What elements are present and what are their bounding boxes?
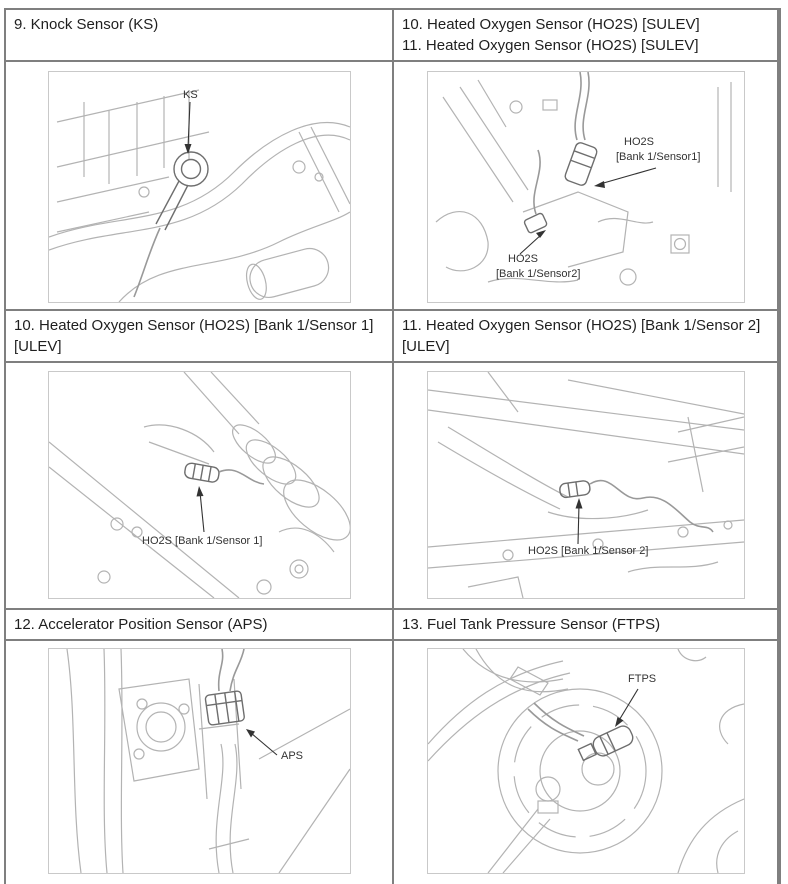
ho2s-sensor2-label-line1: HO2S — [507, 253, 538, 265]
knock-sensor-figure-cell — [6, 62, 394, 309]
ho2s-sensor2-callout-arrow — [520, 234, 542, 254]
ftps-callout-arrow — [618, 689, 638, 722]
ho2s-b1s1-illustration — [49, 372, 350, 598]
header-text: 9. Knock Sensor (KS) — [14, 16, 159, 33]
ho2s-b1s1-figure-cell — [6, 363, 394, 608]
header-text-line1: 10. Heated Oxygen Sensor (HO2S) [Bank 1/Sensor 1] — [14, 317, 374, 334]
ho2s-sensor1-label-line2: [Bank 1/Sensor1] — [615, 151, 700, 163]
figure-row-3 — [6, 639, 777, 884]
ftps-figure-cell — [394, 641, 777, 884]
header-text-line2: [ULEV] — [14, 338, 62, 355]
ho2s-b1s1-callout-arrow — [200, 492, 204, 532]
header-ho2s-b1s2-ulev — [394, 311, 777, 361]
sensor-location-table — [4, 8, 781, 884]
header-text: 13. Fuel Tank Pressure Sensor (FTPS) — [402, 616, 661, 633]
knock-sensor-figure — [48, 71, 351, 303]
ftps-part — [577, 723, 635, 764]
header-aps — [6, 610, 394, 639]
aps-figure — [48, 648, 351, 874]
ftps-illustration — [428, 649, 744, 873]
ho2s-b1s2-figure-cell — [394, 363, 777, 608]
aps-label: APS — [280, 750, 303, 762]
header-ftps — [394, 610, 777, 639]
aps-illustration — [49, 649, 350, 873]
knock-sensor-part — [174, 152, 208, 186]
ho2s-sulev-figure-cell — [394, 62, 777, 309]
ho2s-sensor1-label-line1: HO2S — [623, 136, 654, 148]
header-knock-sensor — [6, 10, 394, 60]
ho2s-sulev-figure — [427, 71, 745, 303]
header-text-line1: 10. Heated Oxygen Sensor (HO2S) [SULEV] — [402, 16, 700, 33]
header-text-line1: 11. Heated Oxygen Sensor (HO2S) [Bank 1/Sensor 2] — [402, 317, 761, 334]
header-row-1 — [6, 10, 777, 60]
aps-callout-arrow — [251, 733, 277, 755]
header-text: 12. Accelerator Position Sensor (APS) — [14, 616, 268, 633]
header-text-line2: 11. Heated Oxygen Sensor (HO2S) [SULEV] — [402, 37, 699, 54]
ho2s-b1s2-figure — [427, 371, 745, 599]
figure-row-1 — [6, 60, 777, 309]
ho2s-b1s2-illustration — [428, 372, 744, 598]
ks-label: KS — [182, 89, 198, 101]
ho2s-b1s1-label: HO2S [Bank 1/Sensor 1] — [141, 535, 262, 547]
ho2s-sensor2-label-line2: [Bank 1/Sensor2] — [495, 268, 580, 280]
header-row-2 — [6, 309, 777, 361]
header-ho2s-sulev — [394, 10, 777, 60]
ho2s-b1s1-part — [183, 462, 219, 483]
header-ho2s-b1s1-ulev — [6, 311, 394, 361]
ho2s-sensor1-part — [563, 141, 597, 186]
ho2s-b1s1-figure — [48, 371, 351, 599]
ftps-figure — [427, 648, 745, 874]
knock-sensor-illustration — [49, 72, 350, 302]
header-row-3 — [6, 608, 777, 639]
ho2s-sensor2-part — [523, 213, 547, 234]
ho2s-sensor1-callout-arrow — [600, 168, 656, 184]
ftps-label: FTPS — [627, 673, 656, 685]
figure-row-2 — [6, 361, 777, 608]
ho2s-sulev-illustration — [428, 72, 744, 302]
aps-figure-cell — [6, 641, 394, 884]
ho2s-b1s2-label: HO2S [Bank 1/Sensor 2] — [527, 545, 648, 557]
aps-part — [204, 691, 244, 726]
ho2s-b1s2-callout-arrow — [578, 504, 579, 544]
header-text-line2: [ULEV] — [402, 338, 450, 355]
